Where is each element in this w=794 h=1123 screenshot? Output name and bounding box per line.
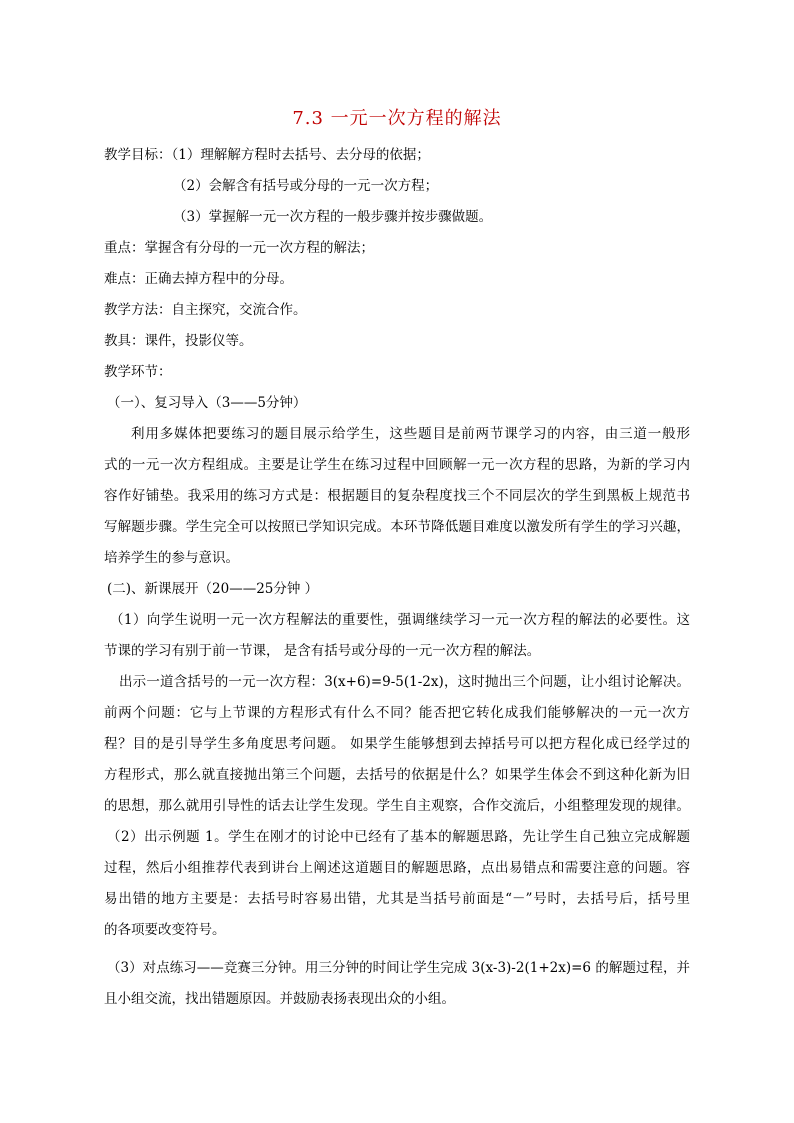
section1-line-3: 容作好铺垫。我采用的练习方式是：根据题目的复杂程度找三个不同层次的学生到黑板上规范书 bbox=[104, 488, 690, 504]
objectives-line-2: （2）会解含有括号或分母的一元一次方程； bbox=[173, 178, 439, 194]
section2-p3-line-3: 易出错的地方主要是：去括号时容易出错，尤其是当括号前面是“－”号时，去括号后，括号里 bbox=[104, 891, 690, 907]
section2-p4-line-2: 且小组交流，找出错题原因。并鼓励表扬表现出众的小组。 bbox=[104, 991, 455, 1007]
section2-p3-line-2: 过程，然后小组推荐代表到讲台上阐述这道题目的解题思路，点出易错点和需要注意的问题。容 bbox=[104, 860, 690, 876]
section2-p4-line-1: （3）对点练习——竞赛三分钟。用三分钟的时间让学生完成 3(x-3)-2(1+2x)=6 的解题过程，并 bbox=[107, 960, 690, 976]
section2-p2-line-3: 程？目的是引导学生多角度思考问题。 如果学生能够想到去掉括号可以把方程化成已经学过的 bbox=[104, 736, 690, 752]
section1-line-2: 式的一元一次方程组成。主要是让学生在练习过程中回顾解一元一次方程的思路，为新的学习内 bbox=[104, 457, 690, 473]
objectives-line-3: （3）掌握解一元一次方程的一般步骤并按步骤做题。 bbox=[173, 209, 493, 225]
section2-p3-line-4: 的各项要改变符号。 bbox=[104, 922, 226, 938]
teaching-process: 教学环节： bbox=[104, 364, 172, 380]
teaching-tools: 教具：课件，投影仪等。 bbox=[104, 333, 253, 349]
section1-heading: （一）、复习导入（3——5分钟） bbox=[107, 395, 307, 411]
section2-p2-line-4: 方程形式，那么就直接抛出第三个问题，去括号的依据是什么？如果学生体会不到这种化新为旧 bbox=[104, 767, 690, 783]
key-point: 重点：掌握含有分母的一元一次方程的解法； bbox=[104, 240, 374, 256]
section2-p2-line-1: 出示一道含括号的一元一次方程：3(x+6)=9-5(1-2x)，这时抛出三个问题，让小组讨论解决。 bbox=[119, 674, 690, 690]
section1-line-4: 写解题步骤。学生完全可以按照已学知识完成。本环节降低题目难度以激发所有学生的学习兴趣， bbox=[104, 519, 690, 535]
section2-p2-line-2: 前两个问题：它与上节课的方程形式有什么不同？能否把它转化成我们能够解决的一元一次方 bbox=[104, 705, 690, 721]
section1-line-5: 培养学生的参与意识。 bbox=[104, 550, 239, 566]
section2-p1-line-1: （1）向学生说明一元一次方程解法的重要性，强调继续学习一元一次方程的解法的必要性。这 bbox=[110, 612, 690, 628]
difficulty: 难点：正确去掉方程中的分母。 bbox=[104, 271, 293, 287]
section2-p3-line-1: （2）出示例题 1。学生在刚才的讨论中已经有了基本的解题思路，先让学生自己独立完成解题 bbox=[107, 829, 690, 845]
section2-heading: (二)、新课展开（20——25分钟 ） bbox=[107, 581, 319, 597]
section2-p2-line-5: 的思想，那么就用引导性的话去让学生发现。学生自主观察，合作交流后，小组整理发现的规律。 bbox=[104, 798, 690, 814]
section2-p1-line-2: 节课的学习有别于前一节课， 是含有括号或分母的一元一次方程的解法。 bbox=[104, 643, 541, 659]
objectives-line-1: 教学目标：（1）理解解方程时去括号、去分母的依据； bbox=[104, 147, 430, 163]
section1-line-1: 利用多媒体把要练习的题目展示给学生，这些题目是前两节课学习的内容，由三道一般形 bbox=[131, 426, 690, 442]
teaching-method: 教学方法：自主探究，交流合作。 bbox=[104, 302, 307, 318]
page-title: 7.3 一元一次方程的解法 bbox=[292, 108, 502, 129]
